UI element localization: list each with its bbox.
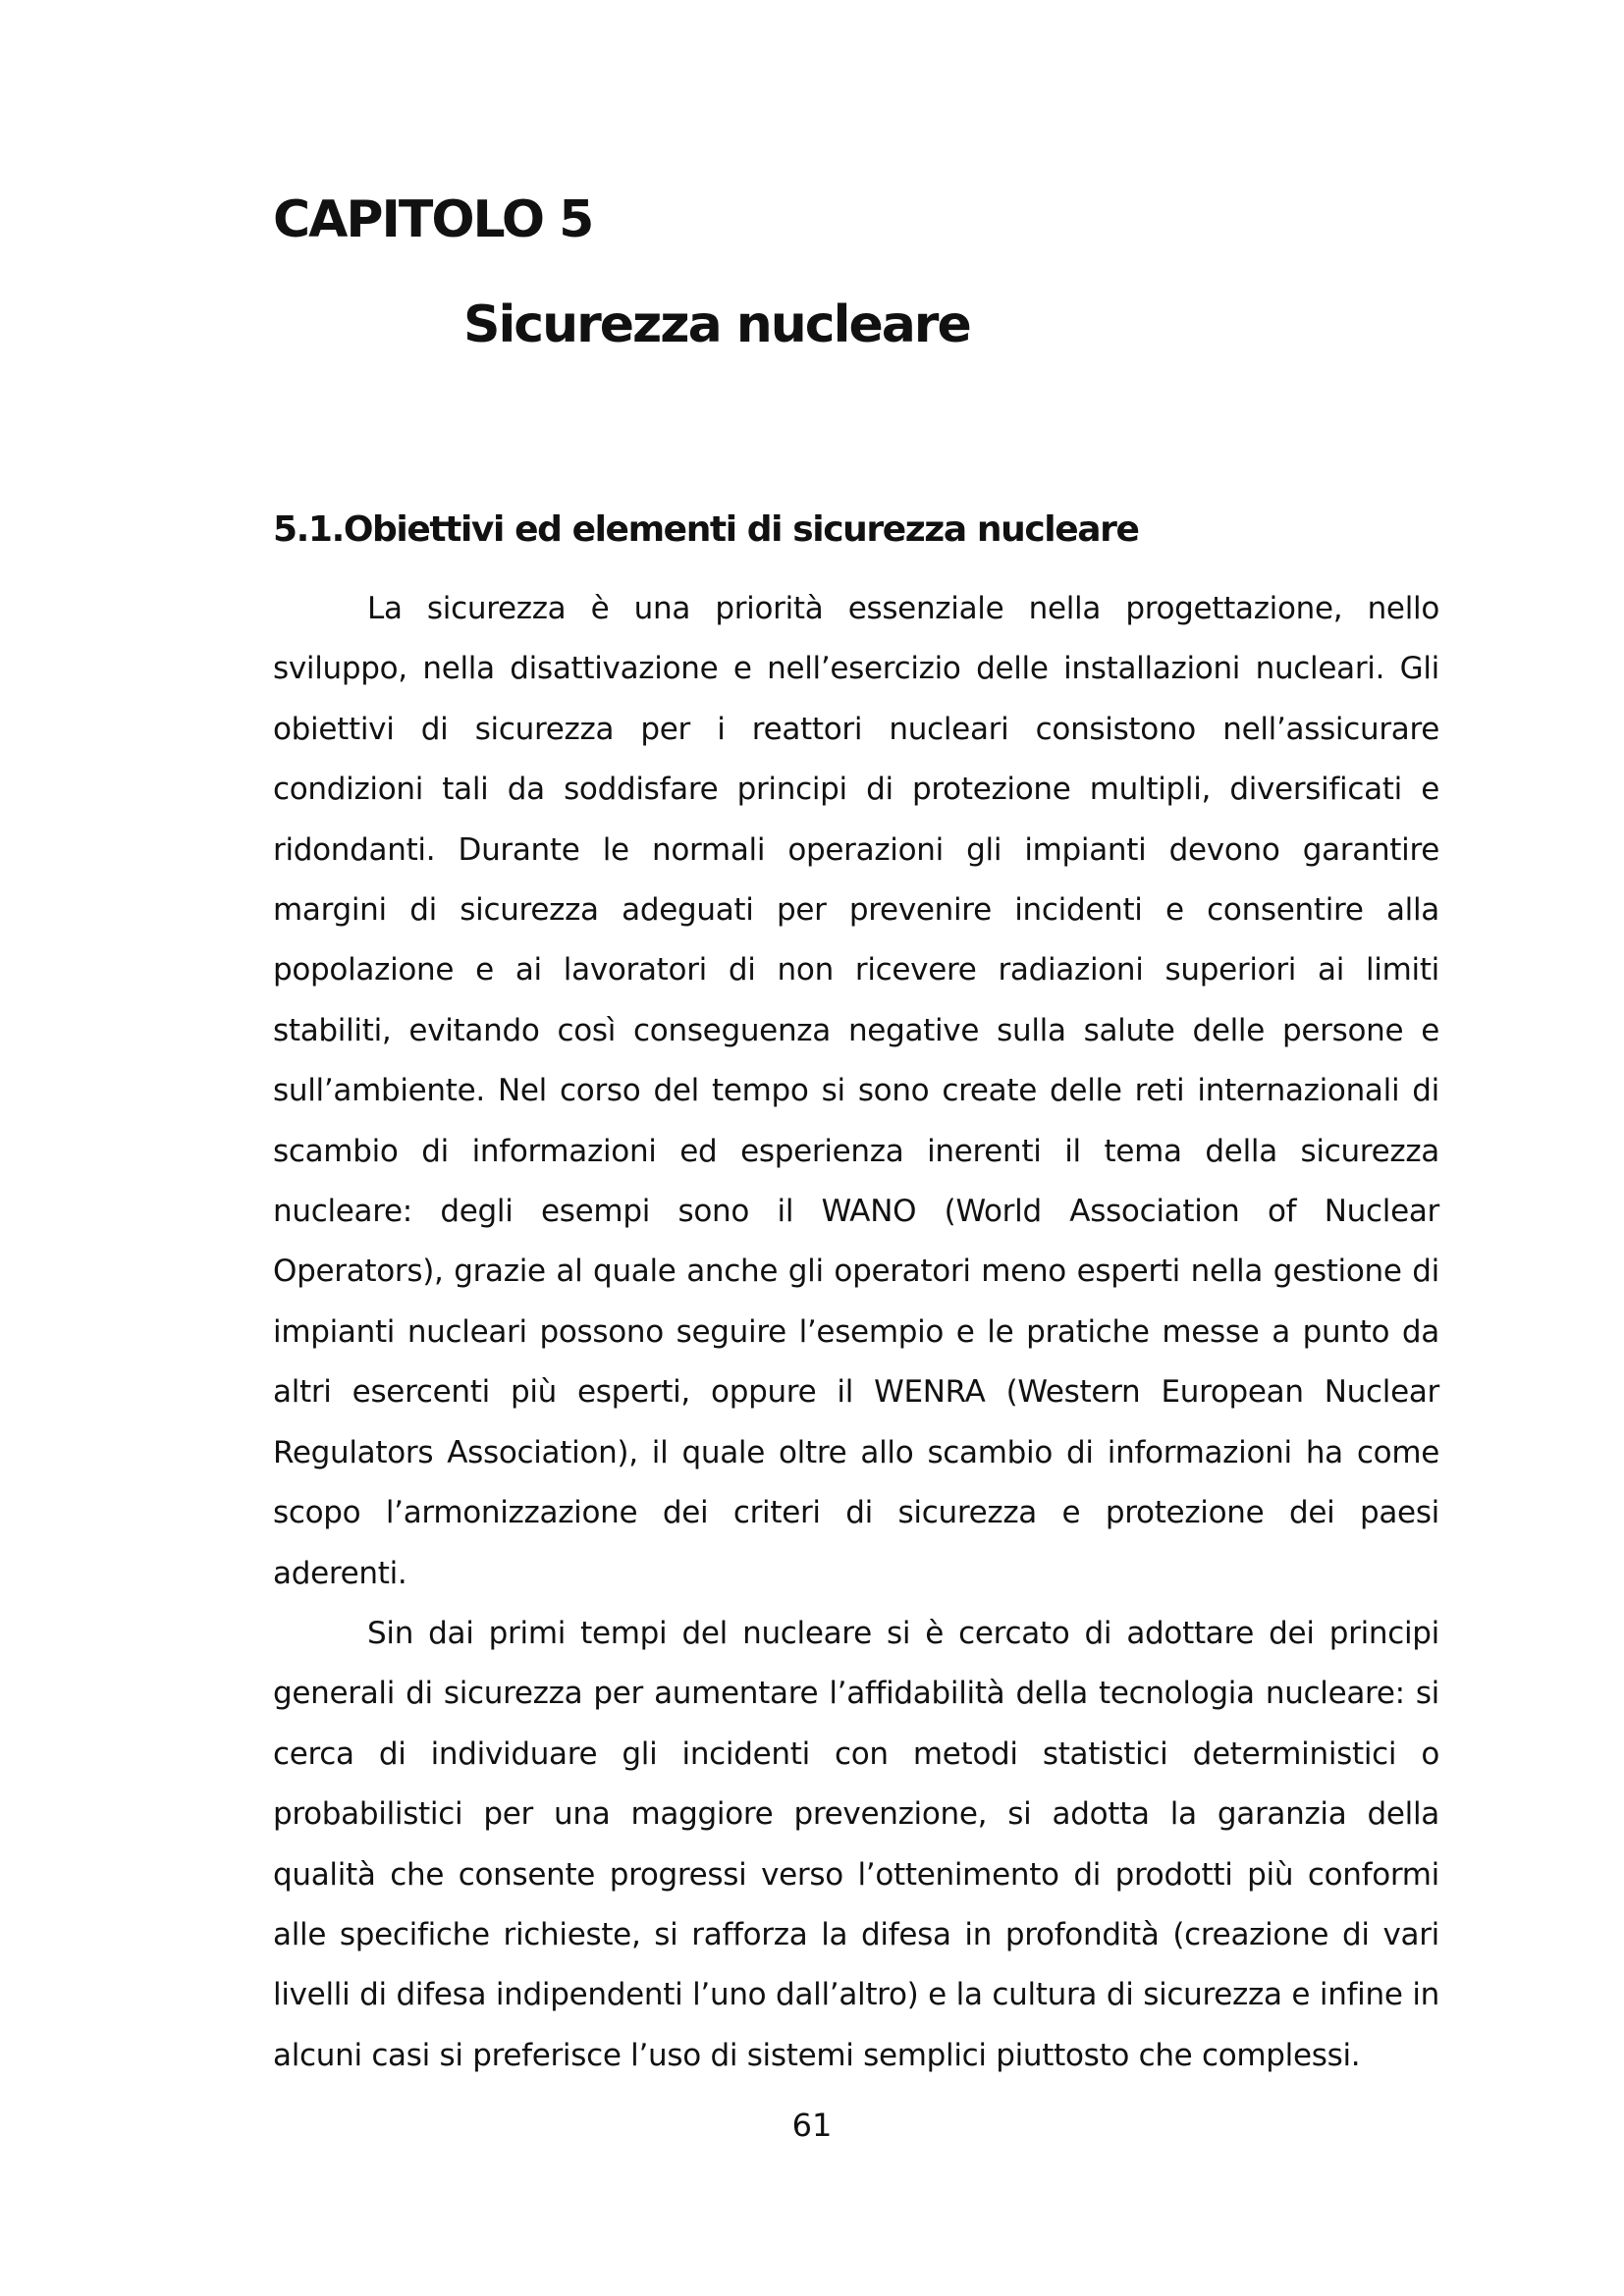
body-paragraph-1: La sicurezza è una priorità essenziale nella progettazione, nello sviluppo, nella disattivazione e nell’esercizio delle installazioni nucleari. Gli obiettivi di sicurezza per i reattori nucleari consistono nell’assicurare condizioni tali da soddisfare principi di protezione multipli, diversificati e ridondanti. Durante le normali operazioni gli impianti devono garantire margini di sicurezza adeguati per prevenire incidenti e consentire alla popolazione e ai lavoratori di non ricevere radiazioni superiori ai limiti stabiliti, evitando così conseguenza negative sulla salute delle persone e sull’ambiente. Nel corso del tempo si sono create delle reti internazionali di scambio di informazioni ed esperienza inerenti il tema della sicurezza nucleare: degli esempi sono il WANO (World Association of Nuclear Operators), grazie al quale anche gli operatori meno esperti nella gestione di impianti nucleari possono seguire l’esempio e le pratiche messe a punto da altri esercenti più esperti, oppure il WENRA (Western European Nuclear Regulators Association), il quale oltre allo scambio di informazioni ha come scopo l’armonizzazione dei criteri di sicurezza e protezione dei paesi aderenti. [273, 591, 1439, 1591]
page-number: 61 [791, 2107, 833, 2144]
body-paragraph-2: Sin dai primi tempi del nucleare si è cercato di adottare dei principi generali di sicurezza per aumentare l’affidabilità della tecnologia nucleare: si cerca di individuare gli incidenti con metodi statistici deterministici o probabilistici per una maggiore prevenzione, si adotta la garanzia della qualità che consente progressi verso l’ottenimento di prodotti più conformi alle specifiche richieste, si rafforza la difesa in profondità (creazione di vari livelli di difesa indipendenti l’uno dall’altro) e la cultura di sicurezza e infine in alcuni casi si preferisce l’uso di sistemi semplici piuttosto che complessi. [273, 1615, 1439, 2073]
section-body [273, 579, 1439, 2086]
section-heading: 5.1.Obiettivi ed elementi di sicurezza nucleare [273, 509, 1139, 550]
chapter-label: CAPITOLO 5 [273, 190, 593, 249]
chapter-title: Sicurezza nucleare [463, 295, 970, 354]
